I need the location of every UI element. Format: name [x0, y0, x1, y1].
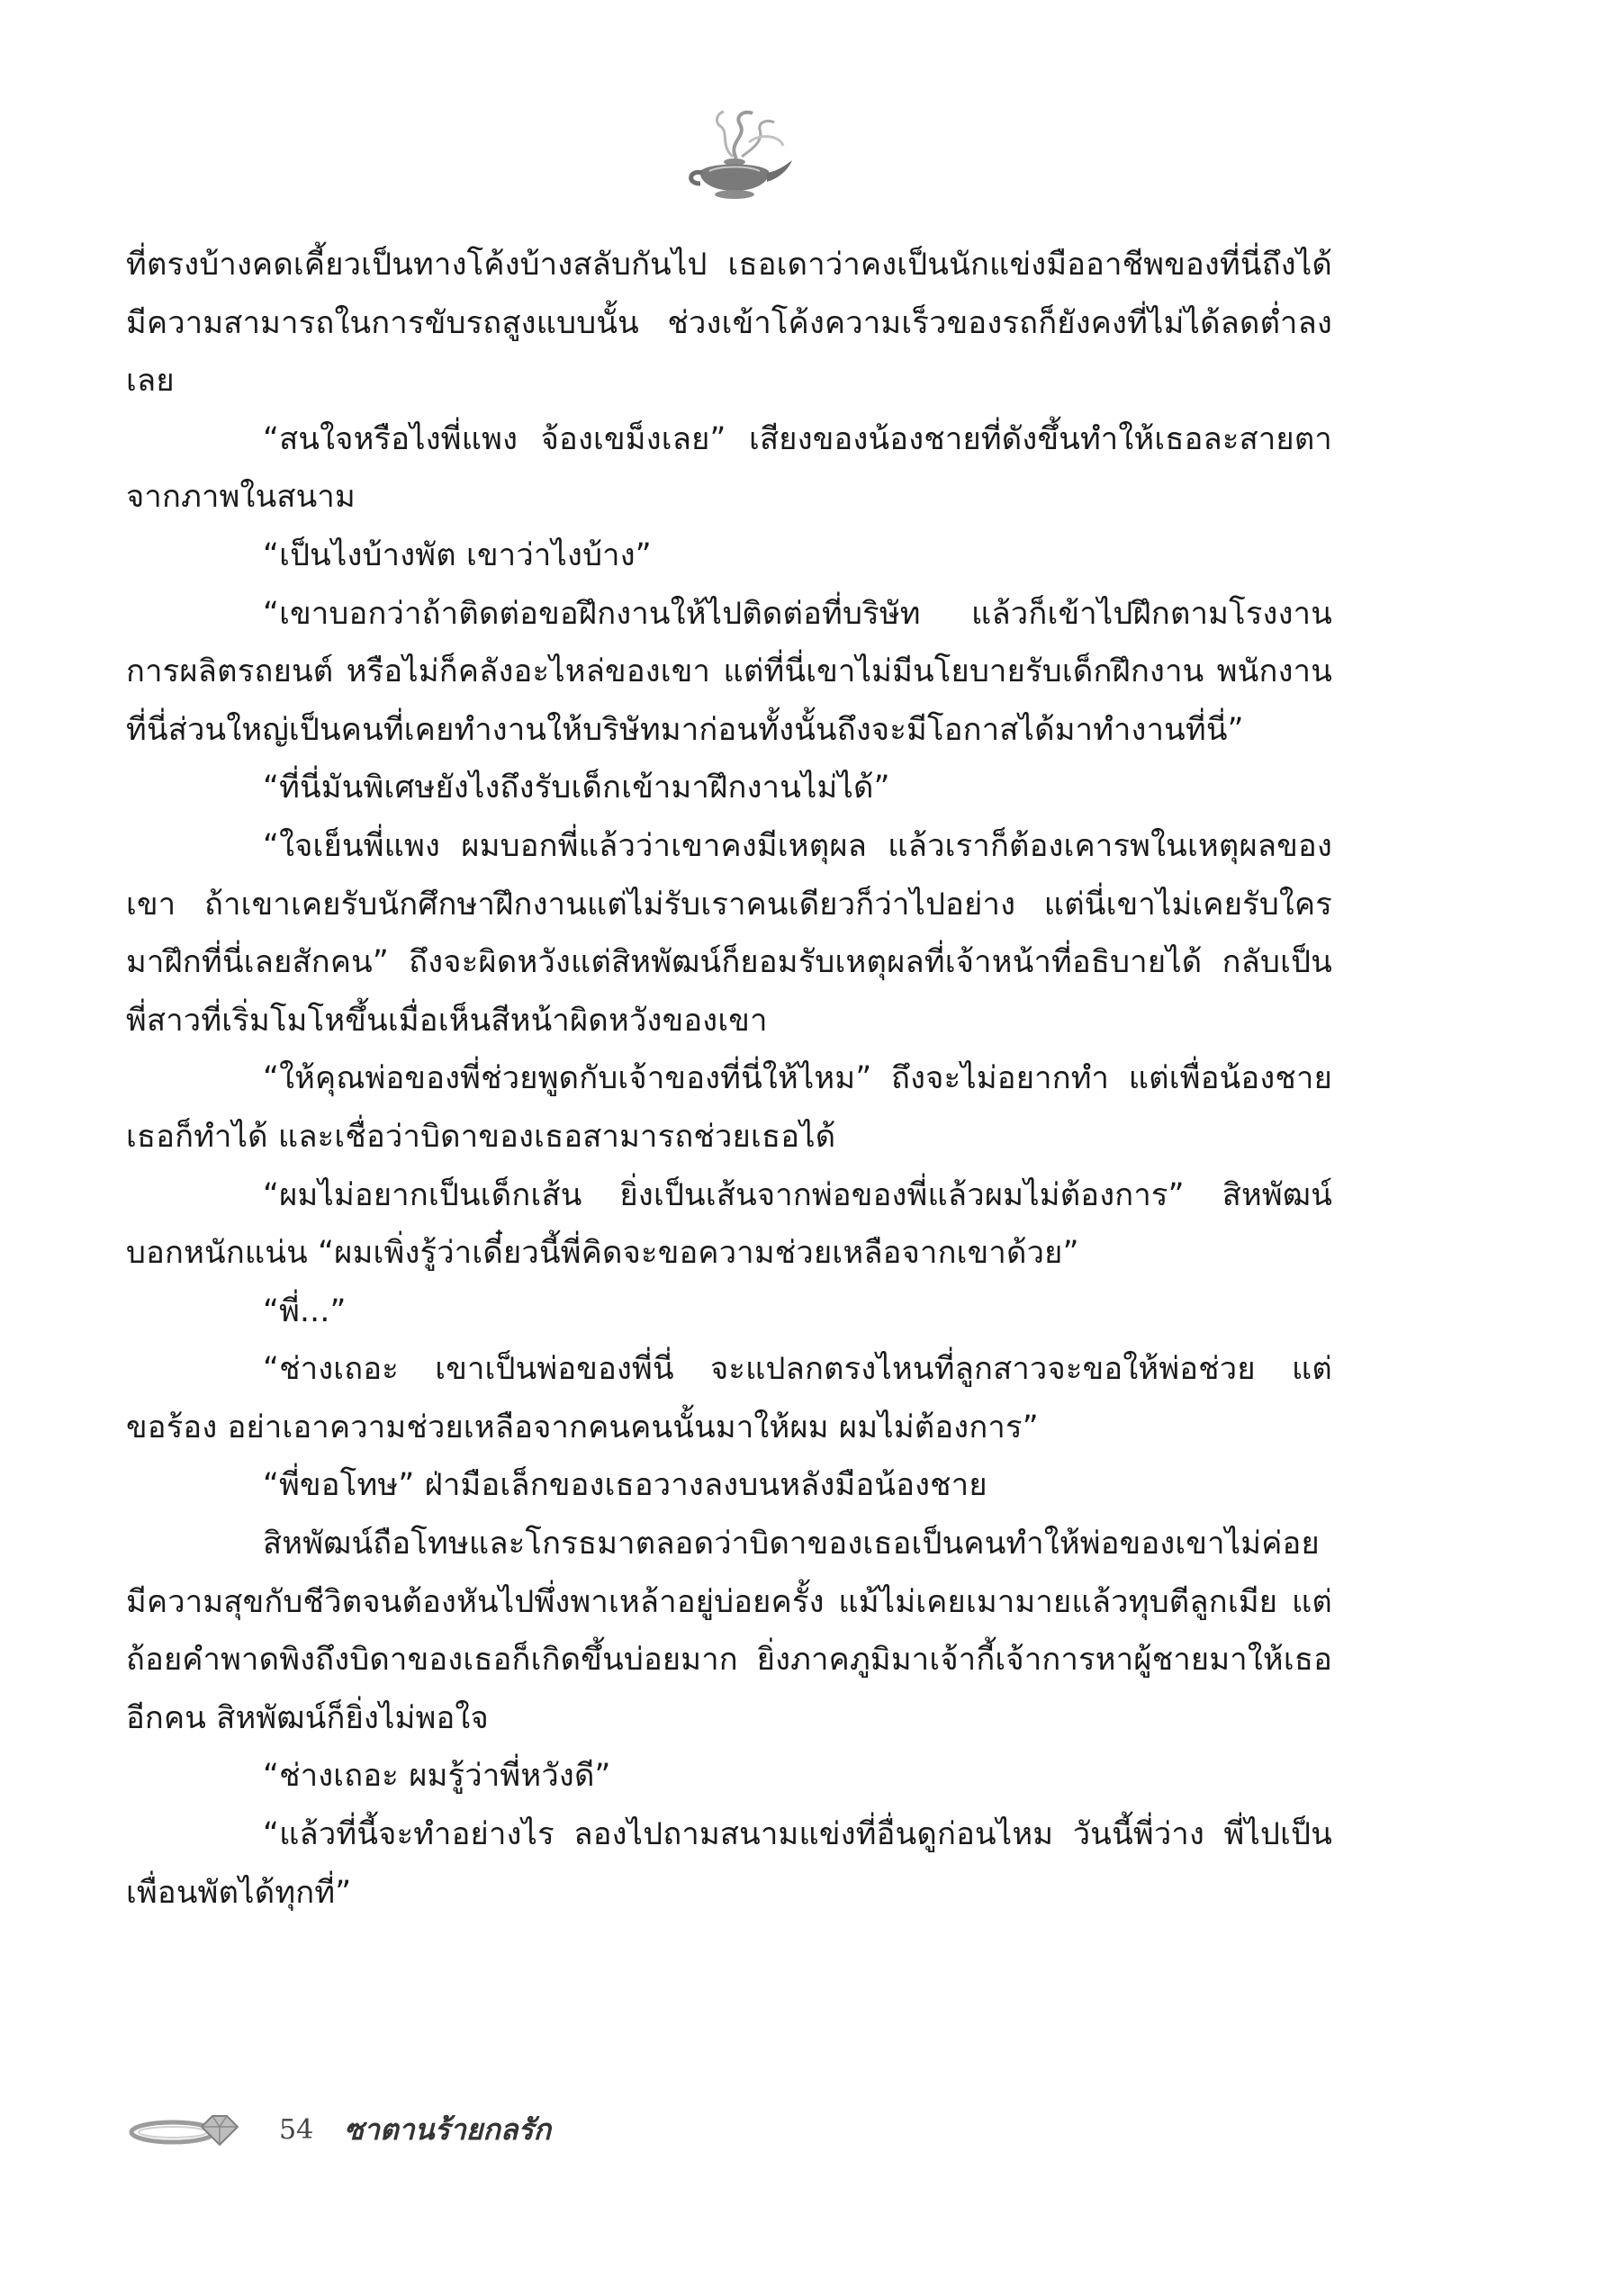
body-text — [126, 236, 1332, 1922]
paragraph: “พี่ขอโทษ” ฝ่ามือเล็กของเธอวางลงบนหลังมือน้องชาย — [263, 1467, 987, 1504]
paragraph: “ช่างเถอะ ผมรู้ว่าพี่หวังดี” — [263, 1758, 611, 1795]
paragraph: ที่ตรงบ้างคดเคี้ยวเป็นทางโค้งบ้างสลับกันไป เธอเดาว่าคงเป็นนักแข่งมืออาชีพของที่นี่ถึงได้มีความสามารถในการขับรถสูงแบบนั้น ช่วงเข้าโค้งความเร็วของรถก็ยังคงที่ไม่ได้ลดต่ำลงเลย — [126, 247, 1332, 400]
paragraph: “สนใจหรือไงพี่แพง จ้องเขม็งเลย” เสียงของน้องชายที่ดังขึ้นทำให้เธอละสายตาจากภาพในสนาม — [126, 420, 1332, 516]
paragraph: “พี่...” — [263, 1292, 347, 1329]
book-title: ซาตานร้ายกลรัก — [344, 2111, 551, 2147]
page-footer — [126, 2104, 551, 2155]
paragraph: สิหพัฒน์ถือโทษและโกรธมาตลอดว่าบิดาของเธอเป็นคนทำให้พ่อของเขาไม่ค่อยมีความสุขกับชีวิตจนต้องหันไปพึ่งพาเหล้าอยู่บ่อยครั้ง แม้ไม่เคยเมามายแล้วทุบตีลูกเมีย แต่ถ้อยคำพาดพิงถึงบิดาของเธอก็เกิดขึ้นบ่อยมาก ยิ่งภาคภูมิมาเจ้ากี้เจ้าการหาผู้ชายมาให้เธออีกคน สิหพัฒน์ก็ยิ่งไม่พอใจ — [126, 1526, 1332, 1736]
paragraph: “ที่นี่มันพิเศษยังไงถึงรับเด็กเข้ามาฝึกงานไม่ได้” — [263, 770, 890, 806]
paragraph: “ใจเย็นพี่แพง ผมบอกพี่แล้วว่าเขาคงมีเหตุผล แล้วเราก็ต้องเคารพในเหตุผลของเขา ถ้าเขาเคยรับนักศึกษาฝึกงานแต่ไม่รับเราคนเดียวก็ว่าไปอย่าง แต่นี่เขาไม่เคยรับใครมาฝึกที่นี่เลยสักคน” ถึงจะผิดหวังแต่สิหพัฒน์ก็ยอมรับเหตุผลที่เจ้าหน้าที่อธิบายได้ กลับเป็นพี่สาวที่เริ่มโมโหขึ้นเมื่อเห็นสีหน้าผิดหวังของเขา — [126, 827, 1332, 1039]
genie-lamp-icon — [673, 106, 799, 205]
paragraph: “ผมไม่อยากเป็นเด็กเส้น ยิ่งเป็นเส้นจากพ่อของพี่แล้วผมไม่ต้องการ” สิหพัฒน์บอกหนักแน่น “ผมเพิ่งรู้ว่าเดี๋ยวนี้พี่คิดจะขอความช่วยเหลือจากเขาด้วย” — [126, 1176, 1332, 1272]
paragraph: “แล้วที่นี้จะทำอย่างไร ลองไปถามสนามแข่งที่อื่นดูก่อนไหม วันนี้พี่ว่าง พี่ไปเป็นเพื่อนพัตได้ทุกที่” — [126, 1816, 1332, 1911]
paragraph: “เป็นไงบ้างพัต เขาว่าไงบ้าง” — [263, 536, 652, 573]
paragraph: “เขาบอกว่าถ้าติดต่อขอฝึกงานให้ไปติดต่อที่บริษัท แล้วก็เข้าไปฝึกตามโรงงานการผลิตรถยนต์ หรือไม่ก็คลังอะไหล่ของเขา แต่ที่นี่เขาไม่มีนโยบายรับเด็กฝึกงาน พนักงานที่นี่ส่วนใหญ่เป็นคนที่เคยทำงานให้บริษัทมาก่อนทั้งนั้นถึงจะมีโอกาสได้มาทำงานที่นี่” — [126, 595, 1332, 748]
diamond-ring-icon — [126, 2107, 252, 2152]
page-number: 54 — [279, 2113, 314, 2146]
paragraph: “ให้คุณพ่อของพี่ช่วยพูดกับเจ้าของที่นี่ให้ไหม” ถึงจะไม่อยากทำ แต่เพื่อน้องชายเธอก็ทำได้ และเชื่อว่าบิดาของเธอสามารถช่วยเธอได้ — [126, 1060, 1332, 1155]
paragraph: “ช่างเถอะ เขาเป็นพ่อของพี่นี่ จะแปลกตรงไหนที่ลูกสาวจะขอให้พ่อช่วย แต่ขอร้อง อย่าเอาความช่วยเหลือจากคนคนนั้นมาให้ผม ผมไม่ต้องการ” — [126, 1351, 1332, 1445]
